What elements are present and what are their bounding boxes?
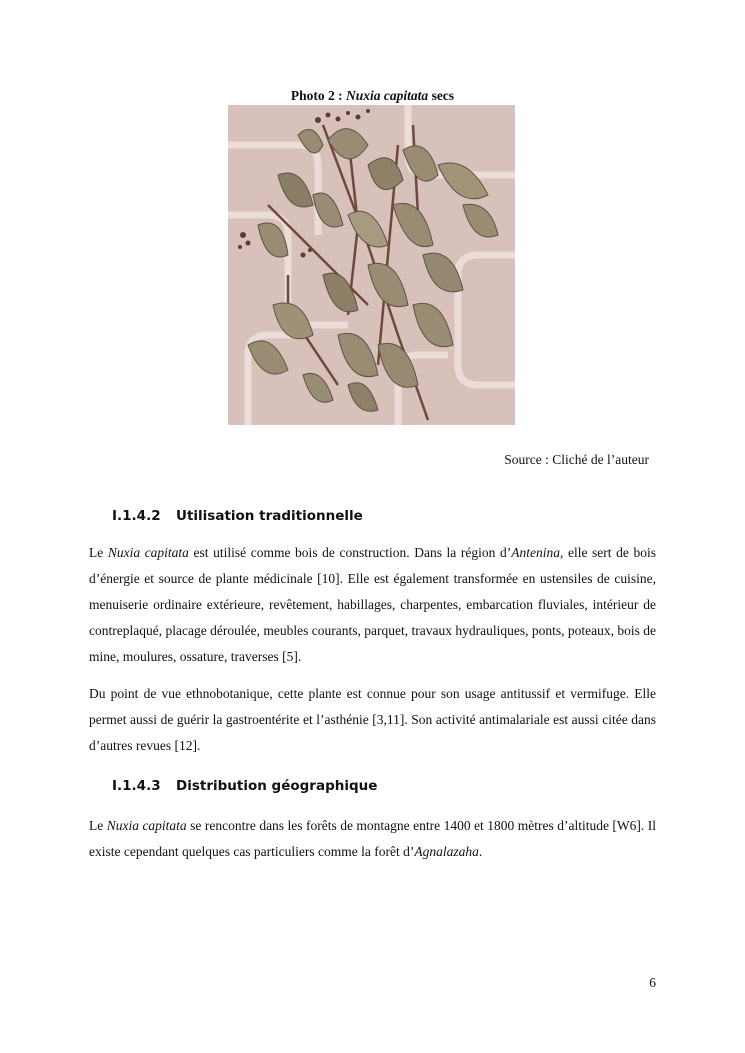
section-number: I.1.4.2: [112, 508, 161, 524]
paragraph-ethnobotany: Du point de vue ethnobotanique, cette plante est connue pour son usage antitussif et vermifuge. Elle permet aussi de guérir la gastroentérite et l’asthénie [3,11]. Son activité antimalariale est aussi citée dans d’autres revues [12].: [89, 686, 656, 753]
section-heading-traditional-use: [112, 508, 363, 524]
place-name: Antenina: [511, 545, 560, 560]
text-run: est utilisé comme bois de construction. Dans la région d’: [188, 545, 512, 560]
section-number: I.1.4.3: [112, 778, 161, 794]
caption-prefix: Photo 2 :: [290, 88, 347, 103]
photo-source: Source : Cliché de l’auteur: [504, 452, 649, 467]
text-run: Le: [89, 545, 108, 560]
paragraph-traditional-use: [89, 540, 656, 670]
species-name: Nuxia capitata: [107, 545, 189, 560]
caption-suffix: secs: [428, 88, 455, 103]
place-name: Agnalazaha: [414, 844, 479, 859]
dried-leaves-photo: [228, 105, 515, 425]
section-heading-distribution: [112, 778, 377, 794]
section-title: Utilisation traditionnelle: [176, 508, 363, 524]
caption-species: Nuxia capitata: [346, 88, 429, 103]
species-name: Nuxia capitata: [106, 818, 187, 833]
text-run: , elle sert de bois d’énergie et source de plante médicinale [10]. Elle est également transformée en ustensiles de cuisine, menuiserie ordinaire extérieure, revêtement, habillages, charpentes, embarcation fluviales, intérieur de contreplaqué, placage déroulée, meubles courants, parquet, travaux hydrauliques, ponts, poteaux, bois de mine, moulures, ossature, traverses [5].: [89, 545, 656, 664]
paragraph-distribution: [89, 813, 656, 865]
section-title: Distribution géographique: [176, 778, 378, 794]
figure-caption: [0, 88, 745, 104]
text-run: .: [478, 844, 483, 859]
text-run: Le: [89, 818, 107, 833]
text-run: se rencontre dans les forêts de montagne entre 1400 et 1800 mètres d’altitude [W6]. Il existe cependant quelques cas particuliers comme la forêt d’: [89, 818, 656, 859]
page-number: 6: [649, 975, 656, 990]
dried-leaves-icon: [228, 105, 515, 425]
